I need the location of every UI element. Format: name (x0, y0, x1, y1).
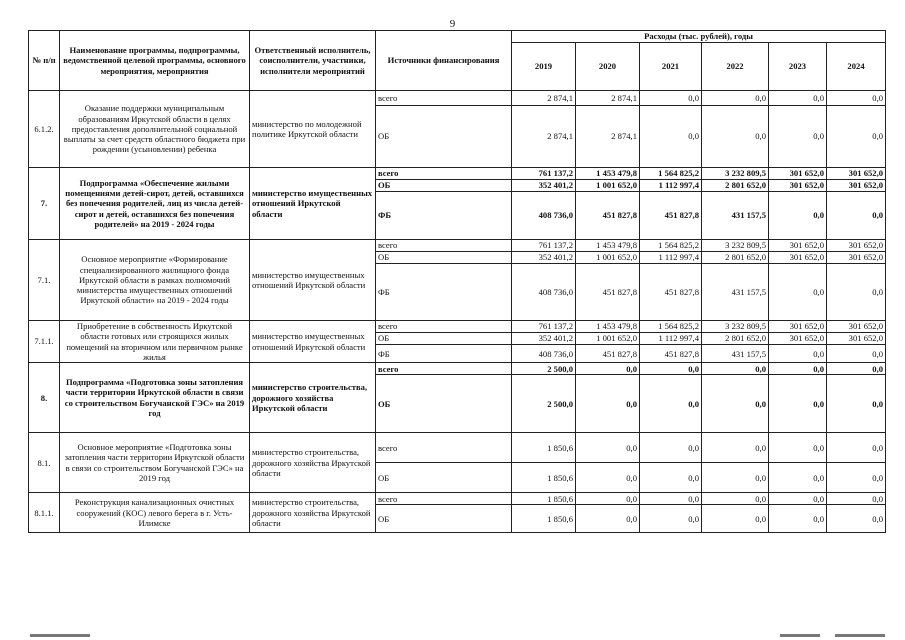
expense-value: 0,0 (769, 363, 827, 375)
expense-value: 301 652,0 (827, 240, 886, 252)
expense-value: 1 453 479,8 (576, 168, 640, 180)
expense-value: 0,0 (769, 192, 827, 240)
expense-value: 0,0 (827, 375, 886, 433)
expense-value: 0,0 (769, 345, 827, 363)
table-row (29, 168, 886, 180)
item-name: Приобретение в собственность Иркутской области готовых или строящихся жилых помещений на вторичном или первичном рынке жилья (60, 321, 250, 363)
table-row (29, 240, 886, 252)
expense-value: 0,0 (640, 463, 702, 493)
funding-source: ОБ (376, 375, 512, 433)
expense-value: 0,0 (640, 493, 702, 505)
expense-value: 0,0 (769, 375, 827, 433)
expense-value: 0,0 (827, 192, 886, 240)
header-year: 2024 (827, 43, 886, 91)
expense-value: 1 112 997,4 (640, 333, 702, 345)
expense-value: 0,0 (827, 345, 886, 363)
expense-value: 0,0 (576, 493, 640, 505)
expense-value: 0,0 (769, 433, 827, 463)
item-executor: министерство строительства, дорожного хозяйства Иркутской области (250, 363, 376, 433)
expense-value: 1 850,6 (512, 493, 576, 505)
expense-value: 0,0 (576, 463, 640, 493)
expense-value: 451 827,8 (640, 192, 702, 240)
expense-value: 1 564 825,2 (640, 321, 702, 333)
page-number: 9 (449, 18, 456, 30)
expense-value: 408 736,0 (512, 192, 576, 240)
header-expenses: Расходы (тыс. рублей), годы (512, 31, 886, 43)
expense-value: 1 001 652,0 (576, 180, 640, 192)
header-year: 2019 (512, 43, 576, 91)
expense-value: 0,0 (702, 505, 769, 533)
expense-value: 431 157,5 (702, 264, 769, 321)
expense-value: 1 112 997,4 (640, 180, 702, 192)
item-executor: министерство строительства, дорожного хозяйства Иркутской области (250, 433, 376, 493)
expense-value: 2 801 652,0 (702, 252, 769, 264)
expense-value: 0,0 (827, 493, 886, 505)
expense-value: 0,0 (769, 264, 827, 321)
expense-value: 352 401,2 (512, 252, 576, 264)
expense-value: 0,0 (827, 91, 886, 106)
item-executor: министерство имущественных отношений Иркутской области (250, 321, 376, 363)
expense-value: 301 652,0 (769, 321, 827, 333)
item-name: Основное мероприятие «Формирование специализированного жилищного фонда Иркутской области в рамках полномочий министерства имущественных отношений Иркутской области» на 2019 - 2024 годы (60, 240, 250, 321)
expense-value: 0,0 (769, 505, 827, 533)
expense-value: 301 652,0 (769, 240, 827, 252)
expense-value: 0,0 (640, 363, 702, 375)
funding-source: ФБ (376, 345, 512, 363)
expense-value: 301 652,0 (769, 168, 827, 180)
expense-value: 0,0 (702, 363, 769, 375)
expense-value: 0,0 (827, 363, 886, 375)
table-row (29, 493, 886, 505)
expense-value: 431 157,5 (702, 345, 769, 363)
header-year: 2022 (702, 43, 769, 91)
funding-source: ОБ (376, 106, 512, 168)
table-header (29, 31, 886, 91)
expense-value: 761 137,2 (512, 321, 576, 333)
item-name: Основное мероприятие «Подготовка зоны затопления части территории Иркутской области в связи со строительством Богучанской ГЭС» на 2019 год (60, 433, 250, 493)
funding-source: ОБ (376, 463, 512, 493)
expense-value: 0,0 (827, 505, 886, 533)
expense-value: 1 001 652,0 (576, 252, 640, 264)
expense-value: 0,0 (576, 433, 640, 463)
funding-source: всего (376, 91, 512, 106)
expense-value: 451 827,8 (640, 264, 702, 321)
funding-source: всего (376, 363, 512, 375)
item-number: 8.1.1. (29, 493, 60, 533)
expense-value: 0,0 (640, 91, 702, 106)
funding-source: ОБ (376, 505, 512, 533)
expense-value: 431 157,5 (702, 192, 769, 240)
expense-value: 408 736,0 (512, 264, 576, 321)
header-source: Источники финансирования (376, 31, 512, 91)
header-name: Наименование программы, подпрограммы, ведомственной целевой программы, основного мероприятия, мероприятия (60, 31, 250, 91)
expense-value: 0,0 (576, 375, 640, 433)
funding-source: всего (376, 433, 512, 463)
item-number: 6.1.2. (29, 91, 60, 168)
expense-value: 451 827,8 (576, 264, 640, 321)
expense-value: 0,0 (827, 106, 886, 168)
expense-value: 0,0 (702, 493, 769, 505)
expense-value: 0,0 (702, 106, 769, 168)
item-executor: министерство имущественных отношений Иркутской области (250, 240, 376, 321)
budget-table (28, 30, 886, 533)
expense-value: 451 827,8 (576, 192, 640, 240)
expense-value: 1 453 479,8 (576, 240, 640, 252)
expense-value: 0,0 (769, 463, 827, 493)
header-year: 2021 (640, 43, 702, 91)
expense-value: 0,0 (769, 493, 827, 505)
expense-value: 1 564 825,2 (640, 168, 702, 180)
funding-source: всего (376, 168, 512, 180)
item-number: 8. (29, 363, 60, 433)
expense-value: 301 652,0 (769, 333, 827, 345)
expense-value: 0,0 (640, 375, 702, 433)
expense-value: 0,0 (827, 463, 886, 493)
funding-source: всего (376, 321, 512, 333)
expense-value: 1 850,6 (512, 463, 576, 493)
expense-value: 1 850,6 (512, 505, 576, 533)
table-body (29, 91, 886, 533)
table-row (29, 433, 886, 463)
item-number: 8.1. (29, 433, 60, 493)
expense-value: 451 827,8 (576, 345, 640, 363)
expense-value: 0,0 (640, 505, 702, 533)
expense-value: 352 401,2 (512, 180, 576, 192)
expense-value: 3 232 809,5 (702, 240, 769, 252)
expense-value: 1 001 652,0 (576, 333, 640, 345)
expense-value: 2 874,1 (512, 91, 576, 106)
scan-edge-marks (0, 626, 905, 640)
header-year: 2023 (769, 43, 827, 91)
funding-source: ФБ (376, 264, 512, 321)
expense-value: 1 850,6 (512, 433, 576, 463)
funding-source: ФБ (376, 192, 512, 240)
expense-value: 3 232 809,5 (702, 321, 769, 333)
expense-value: 0,0 (640, 433, 702, 463)
item-number: 7.1.1. (29, 321, 60, 363)
item-executor: министерство по молодежной политике Иркутской области (250, 91, 376, 168)
expense-value: 2 801 652,0 (702, 333, 769, 345)
expense-value: 761 137,2 (512, 240, 576, 252)
expense-value: 0,0 (702, 463, 769, 493)
expense-value: 301 652,0 (827, 180, 886, 192)
funding-source: ОБ (376, 180, 512, 192)
expense-value: 301 652,0 (769, 252, 827, 264)
funding-source: ОБ (376, 333, 512, 345)
expense-value: 0,0 (576, 505, 640, 533)
expense-value: 2 874,1 (576, 91, 640, 106)
item-executor: министерство строительства, дорожного хозяйства Иркутской области (250, 493, 376, 533)
expense-value: 0,0 (702, 375, 769, 433)
item-name: Оказание поддержки муниципальным образованиям Иркутской области в целях предоставления дополнительной социальной выплаты за счет средств областного бюджета при рождении (усыновлении) ребенка (60, 91, 250, 168)
expense-value: 301 652,0 (827, 252, 886, 264)
expense-value: 0,0 (640, 106, 702, 168)
expense-value: 2 500,0 (512, 363, 576, 375)
funding-source: всего (376, 493, 512, 505)
expense-value: 2 801 652,0 (702, 180, 769, 192)
expense-value: 2 874,1 (576, 106, 640, 168)
table-row (29, 363, 886, 375)
expense-value: 0,0 (769, 91, 827, 106)
expense-value: 2 874,1 (512, 106, 576, 168)
funding-source: всего (376, 240, 512, 252)
table-row (29, 321, 886, 333)
table-row (29, 91, 886, 106)
item-number: 7.1. (29, 240, 60, 321)
funding-source: ОБ (376, 252, 512, 264)
expense-value: 0,0 (702, 91, 769, 106)
header-year: 2020 (576, 43, 640, 91)
expense-value: 1 564 825,2 (640, 240, 702, 252)
item-name: Подпрограмма «Обеспечение жилыми помещениями детей-сирот, детей, оставшихся без попечения родителей, лиц из числа детей-сирот и детей, оставшихся без попечения родителей» на 2019 - 2024 годы (60, 168, 250, 240)
expense-value: 3 232 809,5 (702, 168, 769, 180)
expense-value: 0,0 (576, 363, 640, 375)
expense-value: 451 827,8 (640, 345, 702, 363)
expense-value: 301 652,0 (769, 180, 827, 192)
expense-value: 2 500,0 (512, 375, 576, 433)
item-name: Реконструкция канализационных очистных сооружений (КОС) левого берега в г. Усть-Илимске (60, 493, 250, 533)
expense-value: 352 401,2 (512, 333, 576, 345)
item-number: 7. (29, 168, 60, 240)
expense-value: 1 112 997,4 (640, 252, 702, 264)
header-executor: Ответственный исполнитель, соисполнители, участники, исполнители мероприятий (250, 31, 376, 91)
expense-value: 301 652,0 (827, 168, 886, 180)
expense-value: 301 652,0 (827, 333, 886, 345)
header-num: № п/п (29, 31, 60, 91)
expense-value: 0,0 (769, 106, 827, 168)
item-name: Подпрограмма «Подготовка зоны затопления части территории Иркутской области в связи со строительством Богучанской ГЭС» на 2019 год (60, 363, 250, 433)
expense-value: 0,0 (827, 264, 886, 321)
expense-value: 301 652,0 (827, 321, 886, 333)
expense-value: 408 736,0 (512, 345, 576, 363)
expense-value: 0,0 (702, 433, 769, 463)
expense-value: 1 453 479,8 (576, 321, 640, 333)
expense-value: 761 137,2 (512, 168, 576, 180)
expense-value: 0,0 (827, 433, 886, 463)
item-executor: министерство имущественных отношений Иркутской области (250, 168, 376, 240)
